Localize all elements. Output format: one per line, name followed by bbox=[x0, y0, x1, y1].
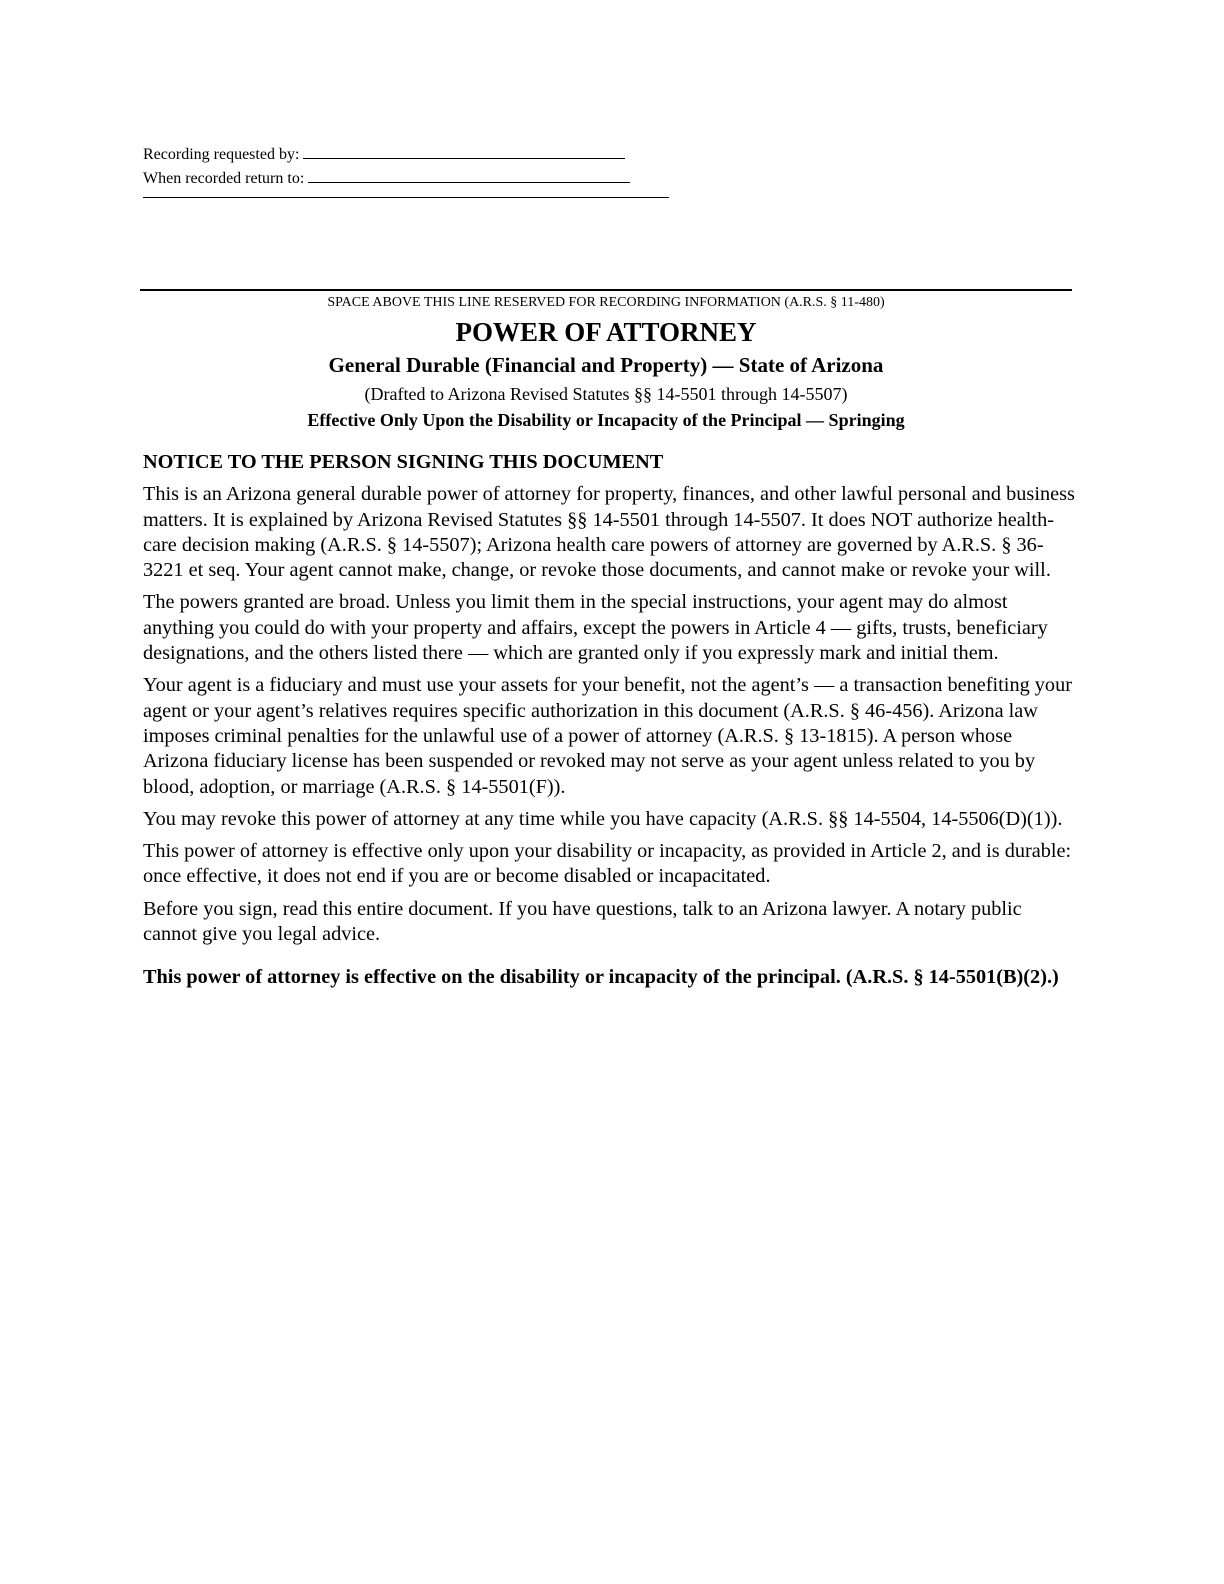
notice-paragraph-revocation: You may revoke this power of attorney at any time while you have capacity (A.R.S. §§ 14-5504, 14-5506(D)(1)). bbox=[143, 807, 1063, 830]
recording-return-to-line bbox=[143, 167, 669, 191]
document-header bbox=[140, 292, 1072, 433]
effective-statement: This power of attorney is effective on the disability or incapacity of the principal. (A.R.S. § 14-5501(B)(2).) bbox=[143, 966, 1059, 989]
notice-section bbox=[143, 450, 1075, 998]
recording-requested-by-line bbox=[143, 143, 669, 167]
notice-paragraph-fiduciary: Your agent is a fiduciary and must use your assets for your benefit, not the agent’s — a transaction benefiting your agent or your agent’s relatives requires specific authorization in this document (A.R.S. § 46-456). Arizona law imposes criminal penalties for the unlawful use of a power of attorney (A.R.S. § 13-1815). A person whose Arizona fiduciary license has been suspended or revoked may not serve as your agent unless related to you by blood, adoption, or marriage (A.R.S. § 14-5501(F)). bbox=[143, 674, 1072, 798]
notice-paragraph-advice: Before you sign, read this entire document. If you have questions, talk to an Arizona lawyer. A notary public cannot give you legal advice. bbox=[143, 897, 1022, 946]
notice-paragraph-scope: This is an Arizona general durable power of attorney for property, finances, and other lawful personal and business matters. It is explained by Arizona Revised Statutes §§ 14-5501 through 14-5507. It does NOT authorize health-care decision making (A.R.S. § 14-5507); Arizona health care powers of attorney are governed by A.R.S. § 36-3221 et seq. Your agent cannot make, change, or revoke those documents, and cannot make or revoke your will. bbox=[143, 483, 1075, 582]
notice-heading: NOTICE TO THE PERSON SIGNING THIS DOCUMENT bbox=[143, 451, 664, 473]
recording-return-address-field[interactable] bbox=[143, 197, 669, 198]
notice-paragraph-durability: This power of attorney is effective only upon your disability or incapacity, as provided in Article 2, and is durable: once effective, it does not end if you are or become disabled or incapacitated. bbox=[143, 840, 1072, 888]
recording-requested-by-field[interactable] bbox=[303, 144, 625, 159]
document-effective-note: Effective Only Upon the Disability or Incapacity of the Principal — Springing bbox=[307, 410, 905, 430]
reserve-caption: SPACE ABOVE THIS LINE RESERVED FOR RECORDING INFORMATION (A.R.S. § 11-480) bbox=[327, 295, 885, 310]
recording-requested-by-label: Recording requested by: bbox=[143, 146, 300, 163]
document-title: POWER OF ATTORNEY bbox=[455, 317, 757, 347]
recording-info-block bbox=[143, 143, 669, 198]
recording-return-to-field[interactable] bbox=[308, 168, 630, 183]
recording-return-to-label: When recorded return to: bbox=[143, 170, 305, 187]
recording-reserve-rule bbox=[140, 289, 1072, 291]
notice-paragraph-powers: The powers granted are broad. Unless you limit them in the special instructions, your agent may do almost anything you could do with your property and affairs, except the powers in Article 4 — gifts, trusts, beneficiary designations, and the others listed there — which are granted only if you expressly mark and initial them. bbox=[143, 591, 1048, 665]
document-subtitle: General Durable (Financial and Property) — State of Arizona bbox=[328, 353, 884, 377]
document-statute-reference: (Drafted to Arizona Revised Statutes §§ 14-5501 through 14-5507) bbox=[364, 384, 848, 404]
